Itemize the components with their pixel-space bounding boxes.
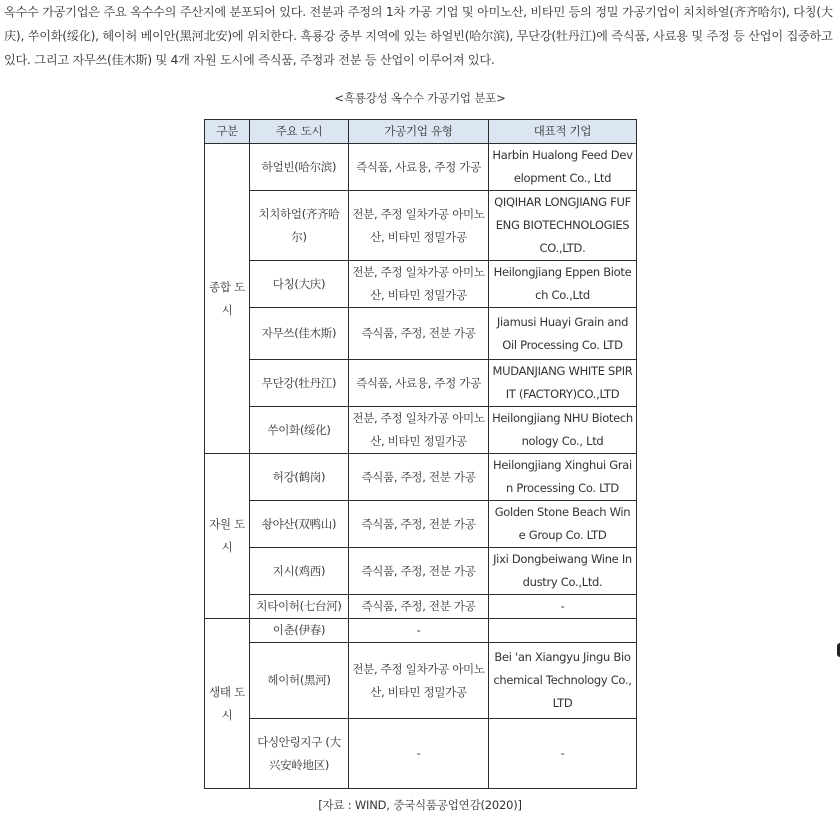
type-cell: 즉식품, 주정, 전분 가공 (349, 501, 489, 548)
city-cell: 솽야산(双鸭山) (250, 501, 349, 548)
table-row (205, 454, 637, 501)
header-city: 주요 도시 (250, 120, 349, 144)
table-row (205, 360, 637, 407)
table-row (205, 191, 637, 261)
city-cell: 허강(鹤岗) (250, 454, 349, 501)
header-type: 가공기업 유형 (349, 120, 489, 144)
city-cell: 치치하얼(齐齐哈尔) (250, 191, 349, 261)
type-cell: 즉식품, 주정, 전분 가공 (349, 548, 489, 595)
intro-paragraph: 옥수수 가공기업은 주요 옥수수의 주산지에 분포되어 있다. 전분과 주정의 1차 가공 기업 및 아미노산, 비타민 등의 정밀 가공기업이 치치하얼(齐齐哈尔), 다칭(大庆), 쑤이화(绥化), 헤이허 베이안(黑河北安)에 위치한다. 흑룡강 중부 지역에 있는 하얼빈(哈尔滨), 무단강(牡丹江)에 즉식품, 사료용 및 주정 등 산업이 집중하고 있다. 그리고 자무쓰(佳木斯) 및 4개 자원 도시에 즉식품, 주정과 전분 등 산업이 이루어져 있다. (4, 5, 833, 67)
company-cell: Heilongjiang Xinghui Grain Processing Co. LTD (489, 454, 637, 501)
company-cell: Heilongjiang NHU Biotechnology Co., Ltd (489, 407, 637, 454)
group-label: 종합 도시 (205, 144, 250, 454)
type-cell: 전분, 주정 일차가공 아미노산, 비타민 정밀가공 (349, 191, 489, 261)
company-cell (489, 619, 637, 643)
table-row (205, 595, 637, 619)
company-cell: Heilongjiang Eppen Biotech Co.,Ltd (489, 261, 637, 308)
company-cell: Harbin Hualong Feed Development Co., Ltd (489, 144, 637, 191)
type-cell: - (349, 719, 489, 789)
type-cell: 즉식품, 사료용, 주정 가공 (349, 144, 489, 191)
header-category: 구분 (205, 120, 250, 144)
table-caption: <흑룡강성 옥수수 가공기업 분포> (334, 91, 506, 105)
type-cell: 즉식품, 주정, 전분 가공 (349, 595, 489, 619)
type-cell: - (349, 619, 489, 643)
city-cell: 자무쓰(佳木斯) (250, 308, 349, 360)
city-cell: 지시(鸡西) (250, 548, 349, 595)
group-label: 자원 도시 (205, 454, 250, 619)
company-cell: - (489, 595, 637, 619)
company-cell: MUDANJIANG WHITE SPIRIT (FACTORY)CO.,LTD (489, 360, 637, 407)
type-cell: 전분, 주정 일차가공 아미노산, 비타민 정밀가공 (349, 643, 489, 719)
city-cell: 다싱안링지구 (大兴安岭地区) (250, 719, 349, 789)
city-cell: 치타이허(七台河) (250, 595, 349, 619)
type-cell: 즉식품, 사료용, 주정 가공 (349, 360, 489, 407)
company-cell: Bei 'an Xiangyu Jingu Biochemical Technology Co., LTD (489, 643, 637, 719)
type-cell: 즉식품, 주정, 전분 가공 (349, 454, 489, 501)
group-label: 생태 도시 (205, 619, 250, 789)
table-row (205, 501, 637, 548)
table-row (205, 548, 637, 595)
type-cell: 전분, 주정 일차가공 아미노산, 비타민 정밀가공 (349, 261, 489, 308)
company-cell: Golden Stone Beach Wine Group Co. LTD (489, 501, 637, 548)
source-note: [자료 : WIND, 중국식품공업연감(2020)] (318, 798, 522, 812)
table-row (205, 643, 637, 719)
company-cell: - (489, 719, 637, 789)
table-row (205, 719, 637, 789)
processing-company-table (204, 119, 637, 789)
table-header-row (205, 120, 637, 144)
header-company: 대표적 기업 (489, 120, 637, 144)
city-cell: 하얼빈(哈尔滨) (250, 144, 349, 191)
city-cell: 쑤이화(绥化) (250, 407, 349, 454)
city-cell: 이춘(伊春) (250, 619, 349, 643)
city-cell: 헤이허(黑河) (250, 643, 349, 719)
type-cell: 전분, 주정 일차가공 아미노산, 비타민 정밀가공 (349, 407, 489, 454)
city-cell: 다칭(大庆) (250, 261, 349, 308)
company-cell: Jiamusi Huayi Grain and Oil Processing Co. LTD (489, 308, 637, 360)
type-cell: 즉식품, 주정, 전분 가공 (349, 308, 489, 360)
table-row (205, 261, 637, 308)
table-row (205, 619, 637, 643)
city-cell: 무단강(牡丹江) (250, 360, 349, 407)
table-row (205, 144, 637, 191)
table-row (205, 407, 637, 454)
company-cell: QIQIHAR LONGJIANG FUFENG BIOTECHNOLOGIES CO.,LTD. (489, 191, 637, 261)
company-cell: Jixi Dongbeiwang Wine Industry Co.,Ltd. (489, 548, 637, 595)
table-row (205, 308, 637, 360)
